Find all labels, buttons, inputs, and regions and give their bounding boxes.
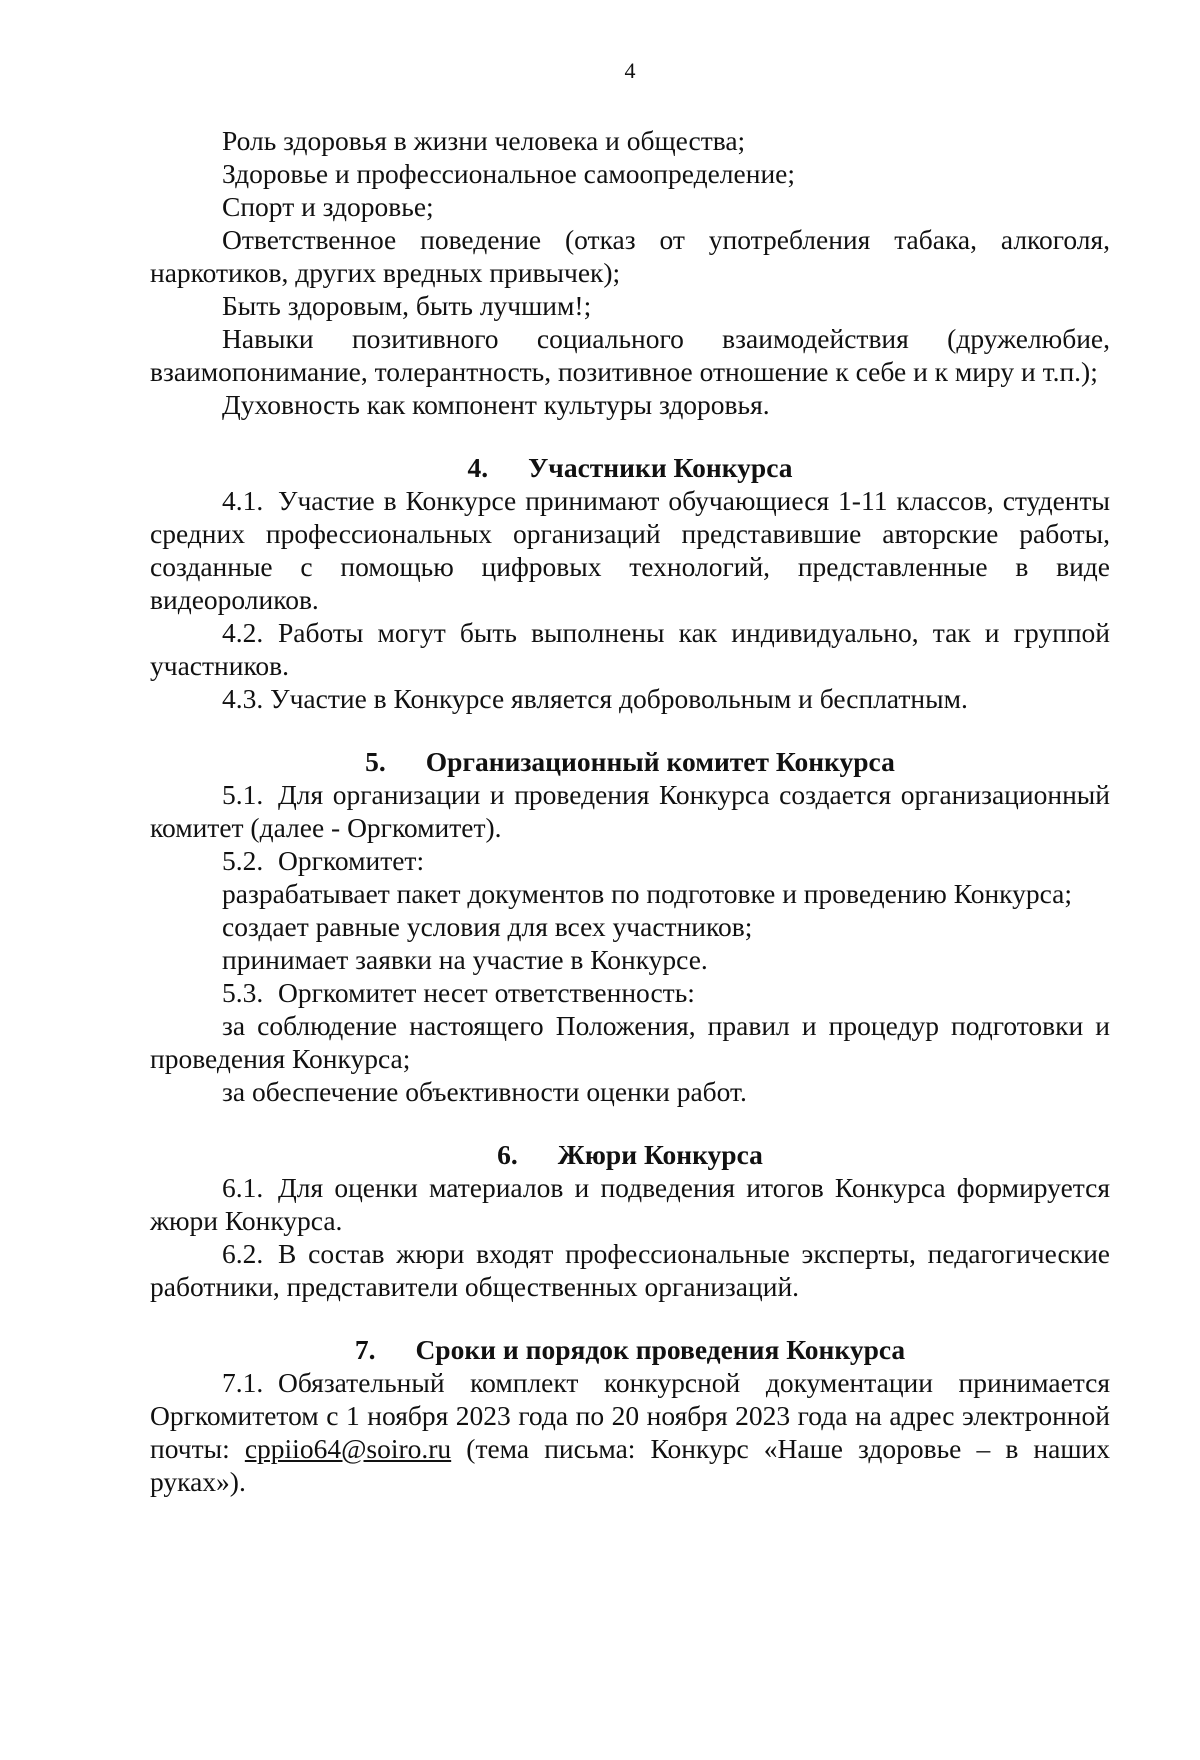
list-item: Навыки позитивного социального взаимодействия (дружелюбие, взаимопонимание, толерантность, позитивное отношение к себе и к миру и т.п.); bbox=[150, 323, 1110, 387]
clause-text: Работы могут быть выполнены как индивидуально, так и группой участников. bbox=[150, 617, 1110, 681]
section-heading bbox=[150, 451, 1110, 484]
section-title: Сроки и порядок проведения Конкурса bbox=[415, 1334, 906, 1365]
section-title: Участники Конкурса bbox=[528, 452, 793, 483]
list-item: Роль здоровья в жизни человека и общества; bbox=[222, 125, 746, 156]
clause-text: (тема письма: Конкурс «Наше здоровье – в наших руках»). bbox=[150, 1433, 1110, 1497]
paragraph: 4.3. Участие в Конкурсе является добровольным и бесплатным. bbox=[222, 683, 968, 714]
clause-text: Для организации и проведения Конкурса создается организационный комитет (далее - Оргкомитет). bbox=[150, 779, 1110, 843]
document-body bbox=[150, 124, 1110, 1498]
clause-text: Участие в Конкурсе принимают обучающиеся 1-11 классов, студенты средних профессиональных организаций представившие авторские работы, созданные с помощью цифровых технологий, представленные в виде видеороликов. bbox=[150, 485, 1110, 615]
paragraph bbox=[150, 778, 1110, 844]
paragraph bbox=[150, 1366, 1110, 1498]
clause-number: 6.1. bbox=[222, 1172, 264, 1203]
clause-text: Для оценки материалов и подведения итогов Конкурса формируется жюри Конкурса. bbox=[150, 1172, 1110, 1236]
paragraph bbox=[150, 484, 1110, 616]
paragraph bbox=[150, 976, 1110, 1009]
page-number: 4 bbox=[624, 58, 636, 83]
section-title: Организационный комитет Конкурса bbox=[425, 746, 895, 777]
clause-text: В состав жюри входят профессиональные эксперты, педагогические работники, представители общественных организаций. bbox=[150, 1238, 1110, 1302]
list-item: Быть здоровым, быть лучшим!; bbox=[222, 290, 592, 321]
clause-number: 6.2. bbox=[222, 1238, 264, 1269]
list-item: за соблюдение настоящего Положения, правил и процедур подготовки и проведения Конкурса; bbox=[150, 1010, 1110, 1074]
clause-text: Обязательный комплект конкурсной документации принимается Оргкомитетом с 1 ноября 2023 года по 20 ноября 2023 года на адрес электронной почты: bbox=[150, 1367, 1110, 1464]
clause-number: 7.1. bbox=[222, 1367, 264, 1398]
email-link[interactable]: cppiio64@soiro.ru bbox=[244, 1433, 452, 1464]
section-title: Жюри Конкурса bbox=[557, 1139, 763, 1170]
section-heading bbox=[150, 1138, 1110, 1171]
list-item: Спорт и здоровье; bbox=[222, 191, 434, 222]
clause-number: 5.1. bbox=[222, 779, 264, 810]
section-number: 5. bbox=[365, 746, 386, 777]
list-item: создает равные условия для всех участников; bbox=[222, 911, 753, 942]
section-number: 4. bbox=[467, 452, 489, 483]
clause-text: Оргкомитет несет ответственность: bbox=[278, 977, 695, 1008]
paragraph bbox=[150, 616, 1110, 682]
list-item: Духовность как компонент культуры здоровья. bbox=[222, 389, 770, 420]
paragraph bbox=[150, 844, 1110, 877]
clause-text: Оргкомитет: bbox=[278, 845, 425, 876]
section-heading bbox=[150, 745, 1110, 778]
clause-number: 5.2. bbox=[222, 845, 264, 876]
section-number: 7. bbox=[354, 1334, 376, 1365]
list-item: разрабатывает пакет документов по подготовке и проведению Конкурса; bbox=[222, 878, 1073, 909]
section-heading bbox=[150, 1333, 1110, 1366]
clause-number: 4.1. bbox=[222, 485, 264, 516]
paragraph bbox=[150, 1171, 1110, 1237]
list-item: принимает заявки на участие в Конкурсе. bbox=[222, 944, 708, 975]
list-item: за обеспечение объективности оценки работ. bbox=[222, 1076, 747, 1107]
list-item: Ответственное поведение (отказ от употребления табака, алкоголя, наркотиков, других вредных привычек); bbox=[150, 224, 1110, 288]
paragraph bbox=[150, 1237, 1110, 1303]
list-item: Здоровье и профессиональное самоопределение; bbox=[222, 158, 796, 189]
clause-number: 4.2. bbox=[222, 617, 264, 648]
clause-number: 5.3. bbox=[222, 977, 264, 1008]
section-number: 6. bbox=[497, 1139, 518, 1170]
